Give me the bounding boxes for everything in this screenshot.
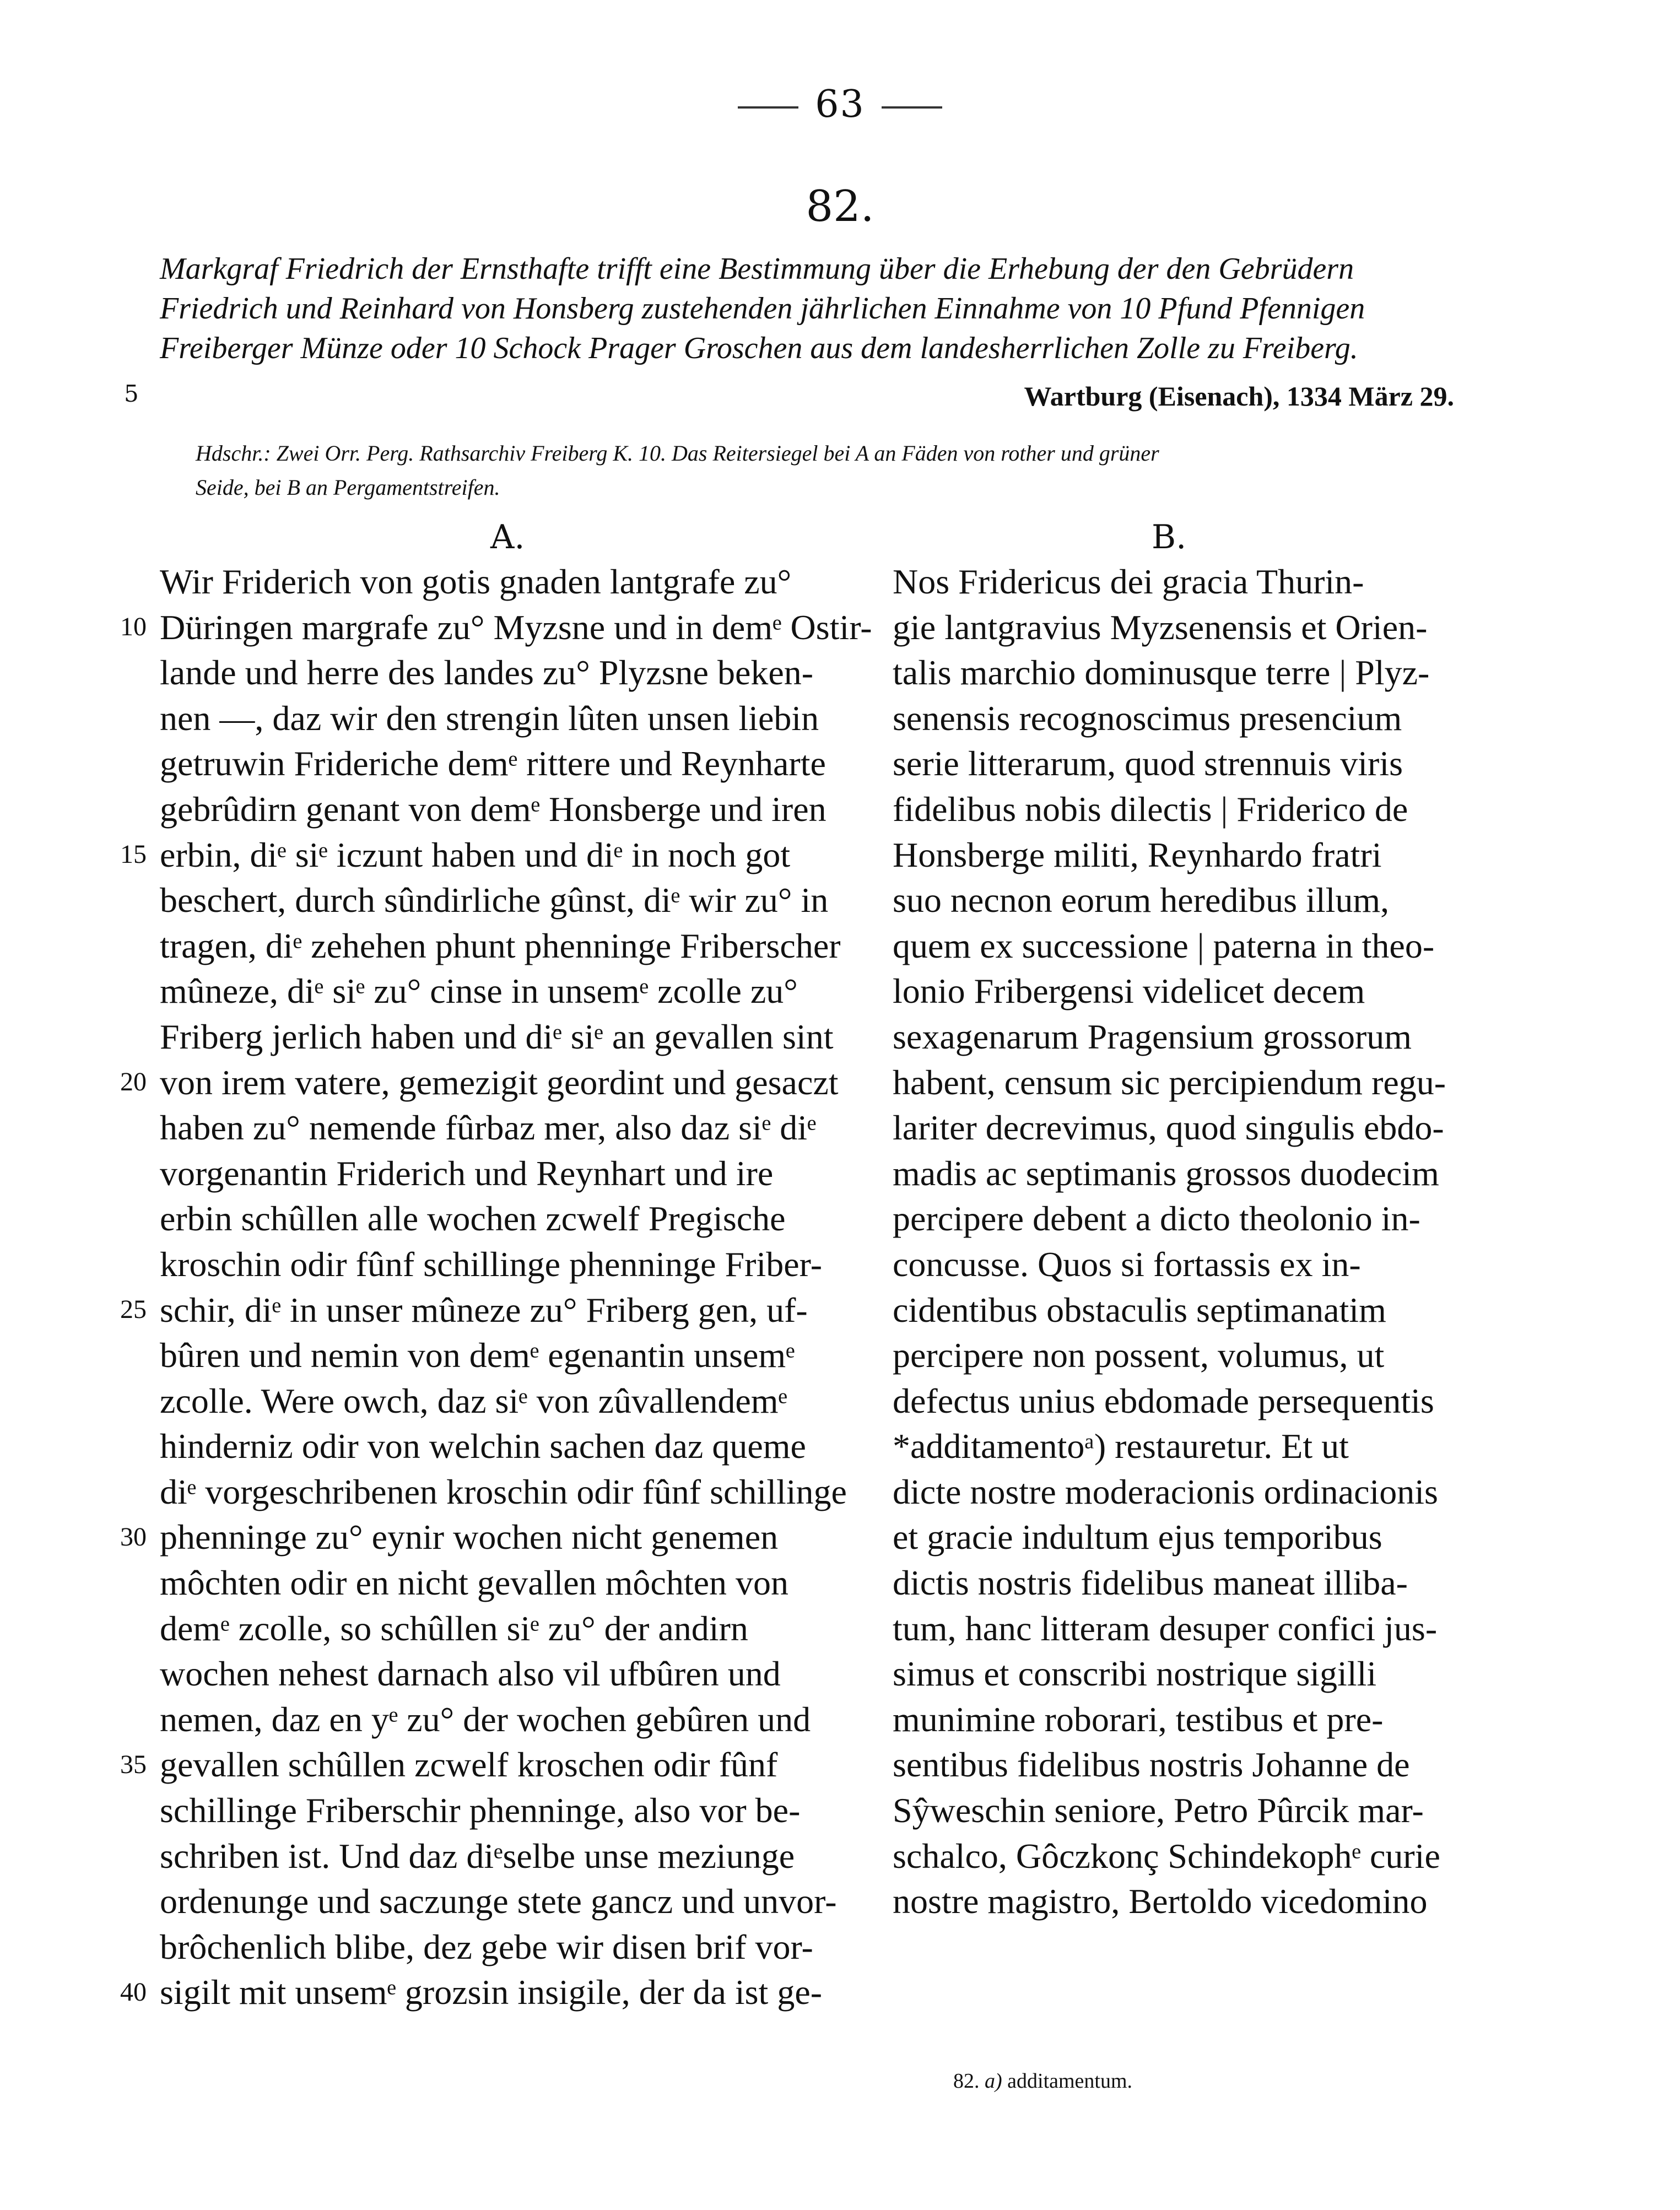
- column-a-line: Friberg jerlich haben und diᵉ siᵉ an gevallen sint: [160, 1017, 834, 1056]
- column-a-line: erbin schûllen alle wochen zcwelf Pregische: [160, 1199, 786, 1239]
- header-rule-left: [738, 106, 798, 109]
- column-a-line: mûneze, diᵉ siᵉ zu° cinse in unsemᵉ zcolle zu°: [160, 971, 798, 1011]
- column-a-line: phenninge zu° eynir wochen nicht genemen: [160, 1517, 779, 1557]
- margin-line-number: 10: [120, 612, 147, 641]
- column-b-line: sentibus fidelibus nostris Johanne de: [893, 1745, 1410, 1785]
- column-b-line: dictis nostris fidelibus maneat illiba-: [893, 1563, 1408, 1603]
- document-number: 82.: [806, 182, 874, 231]
- column-b-line: percipere debent a dicto theolonio in-: [893, 1199, 1420, 1239]
- column-a-line: nen —, daz wir den strengin lûten unsen liebin: [160, 698, 819, 738]
- column-a-line: tragen, diᵉ zehehen phunt phenninge Friberscher: [160, 926, 841, 965]
- column-b-line: *additamentoᵃ) restauretur. Et ut: [893, 1426, 1349, 1466]
- column-b-line: schalco, Gôczkonç Schindekophᵉ curie: [893, 1836, 1440, 1876]
- regest-line: Freiberger Münze oder 10 Schock Prager Groschen aus dem landesherrlichen Zolle zu Freiberg.: [160, 331, 1358, 365]
- column-a-line: Wir Friderich von gotis gnaden lantgrafe zu°: [160, 562, 792, 601]
- column-a-line: erbin, diᵉ siᵉ iczunt haben und diᵉ in noch got: [160, 835, 791, 874]
- column-b-line: sexagenarum Pragensium grossorum: [893, 1017, 1412, 1056]
- column-a-line: schriben ist. Und daz diᵉselbe unse meziunge: [160, 1836, 795, 1876]
- column-b-heading: B.: [1152, 518, 1187, 556]
- page-header: [0, 83, 1680, 126]
- column-b-line: percipere non possent, volumus, ut: [893, 1336, 1385, 1375]
- column-a-line: schillinge Friberschir phenninge, also vor be-: [160, 1791, 801, 1830]
- column-b-line: serie litterarum, quod strennuis viris: [893, 744, 1403, 784]
- page-number: 63: [815, 83, 865, 126]
- column-a-line: schir, diᵉ in unser mûneze zu° Friberg gen, uf-: [160, 1290, 808, 1330]
- column-a-line: sigilt mit unsemᵉ grozsin insigile, der da ist ge-: [160, 1973, 823, 2012]
- footnote-text: additamentum.: [1007, 2069, 1133, 2093]
- source-note: [196, 436, 1446, 505]
- column-b-line: Sŷweschin seniore, Petro Pûrcik mar-: [893, 1791, 1424, 1830]
- column-b-line: madis ac septimanis grossos duodecim: [893, 1153, 1439, 1193]
- footnote: [953, 2069, 1132, 2093]
- margin-line-number: 5: [124, 380, 139, 407]
- column-b-text: [893, 559, 1449, 1925]
- margin-line-number: 35: [120, 1750, 147, 1779]
- column-b-line: senensis recognoscimus presencium: [893, 698, 1402, 738]
- column-a-line: lande und herre des landes zu° Plyzsne beken-: [160, 653, 814, 693]
- source-line: Seide, bei B an Pergamentstreifen.: [196, 475, 500, 500]
- column-a-line: gebrûdirn genant von demᵉ Honsberge und iren: [160, 789, 827, 829]
- regest-line: Markgraf Friedrich der Ernsthafte trifft eine Bestimmung über die Erhebung der den Gebrüdern: [160, 252, 1354, 286]
- column-a-line: beschert, durch sûndirliche gûnst, diᵉ wir zu° in: [160, 880, 829, 920]
- column-b-line: Nos Fridericus dei gracia Thurin-: [893, 562, 1364, 601]
- column-b-line: tum, hanc litteram desuper confici jus-: [893, 1608, 1438, 1648]
- column-b-line: lariter decrevimus, quod singulis ebdo-: [893, 1108, 1444, 1148]
- margin-line-number: 20: [120, 1067, 147, 1096]
- header-rule-right: [882, 106, 942, 109]
- column-a-line: gevallen schûllen zcwelf kroschen odir fûnf: [160, 1745, 778, 1785]
- source-line: Hdschr.: Zwei Orr. Perg. Rathsarchiv Freiberg K. 10. Das Reitersiegel bei A an Fäden von rother und grüner: [196, 441, 1159, 466]
- column-a-line: diᵉ vorgeschribenen kroschin odir fûnf schillinge: [160, 1472, 847, 1511]
- column-a-line: brôchenlich blibe, dez gebe wir disen brif vor-: [160, 1927, 813, 1966]
- column-a-line: Düringen margrafe zu° Myzsne und in demᵉ Ostir-: [160, 607, 872, 647]
- column-a-line: demᵉ zcolle, so schûllen siᵉ zu° der andirn: [160, 1608, 748, 1648]
- column-a-line: zcolle. Were owch, daz siᵉ von zûvallendemᵉ: [160, 1381, 787, 1420]
- column-a-line: môchten odir en nicht gevallen môchten von: [160, 1563, 788, 1603]
- column-a-line: vorgenantin Friderich und Reynhart und ire: [160, 1153, 774, 1193]
- margin-line-number: 40: [120, 1977, 147, 2007]
- column-a-line: von irem vatere, gemezigit geordint und gesaczt: [160, 1062, 839, 1102]
- column-b-line: fidelibus nobis dilectis | Friderico de: [893, 789, 1408, 829]
- column-b-line: munimine roborari, testibus et pre-: [893, 1699, 1384, 1739]
- footnote-number: 82.: [953, 2069, 980, 2093]
- column-a-line: haben zu° nemende fûrbaz mer, also daz siᵉ diᵉ: [160, 1108, 817, 1148]
- regest: [160, 249, 1449, 368]
- dateline: Wartburg (Eisenach), 1334 März 29.: [1024, 381, 1454, 412]
- regest-line: Friedrich und Reinhard von Honsberg zustehenden jährlichen Einnahme von 10 Pfund Pfennigen: [160, 291, 1365, 326]
- column-b-line: defectus unius ebdomade persequentis: [893, 1381, 1434, 1420]
- column-b-line: quem ex successione | paterna in theo-: [893, 926, 1435, 965]
- column-a-line: hinderniz odir von welchin sachen daz queme: [160, 1426, 806, 1466]
- column-a-line: ordenunge und saczunge stete gancz und unvor-: [160, 1882, 837, 1921]
- margin-line-number: 25: [120, 1295, 147, 1324]
- column-a-line: wochen nehest darnach also vil ufbûren und: [160, 1654, 781, 1694]
- footnote-mark: a): [985, 2069, 1002, 2093]
- column-b-line: nostre magistro, Bertoldo vicedomino: [893, 1882, 1428, 1921]
- column-b-line: suo necnon eorum heredibus illum,: [893, 880, 1390, 920]
- column-b-line: et gracie indultum ejus temporibus: [893, 1517, 1382, 1557]
- column-b-line: concusse. Quos si fortassis ex in-: [893, 1244, 1361, 1284]
- column-a-heading: A.: [490, 518, 525, 556]
- column-b-line: talis marchio dominusque terre | Plyz-: [893, 653, 1430, 693]
- column-a-line: getruwin Frideriche demᵉ rittere und Reynharte: [160, 744, 826, 784]
- column-a-text: [160, 559, 871, 2016]
- margin-line-number: 15: [120, 840, 147, 869]
- column-b-line: lonio Fribergensi videlicet decem: [893, 971, 1365, 1011]
- column-b-line: dicte nostre moderacionis ordinacionis: [893, 1472, 1438, 1511]
- column-b-line: cidentibus obstaculis septimanatim: [893, 1290, 1386, 1330]
- column-a-line: bûren und nemin von demᵉ egenantin unsemᵉ: [160, 1336, 795, 1375]
- column-b-line: gie lantgravius Myzsenensis et Orien-: [893, 607, 1428, 647]
- column-b-line: Honsberge militi, Reynhardo fratri: [893, 835, 1382, 874]
- column-a-line: nemen, daz en yᵉ zu° der wochen gebûren und: [160, 1699, 811, 1739]
- margin-line-number: 30: [120, 1522, 147, 1552]
- column-b-line: habent, censum sic percipiendum regu-: [893, 1062, 1446, 1102]
- column-b-line: simus et conscribi nostrique sigilli: [893, 1654, 1377, 1694]
- column-a-line: kroschin odir fûnf schillinge phenninge Friber-: [160, 1244, 822, 1284]
